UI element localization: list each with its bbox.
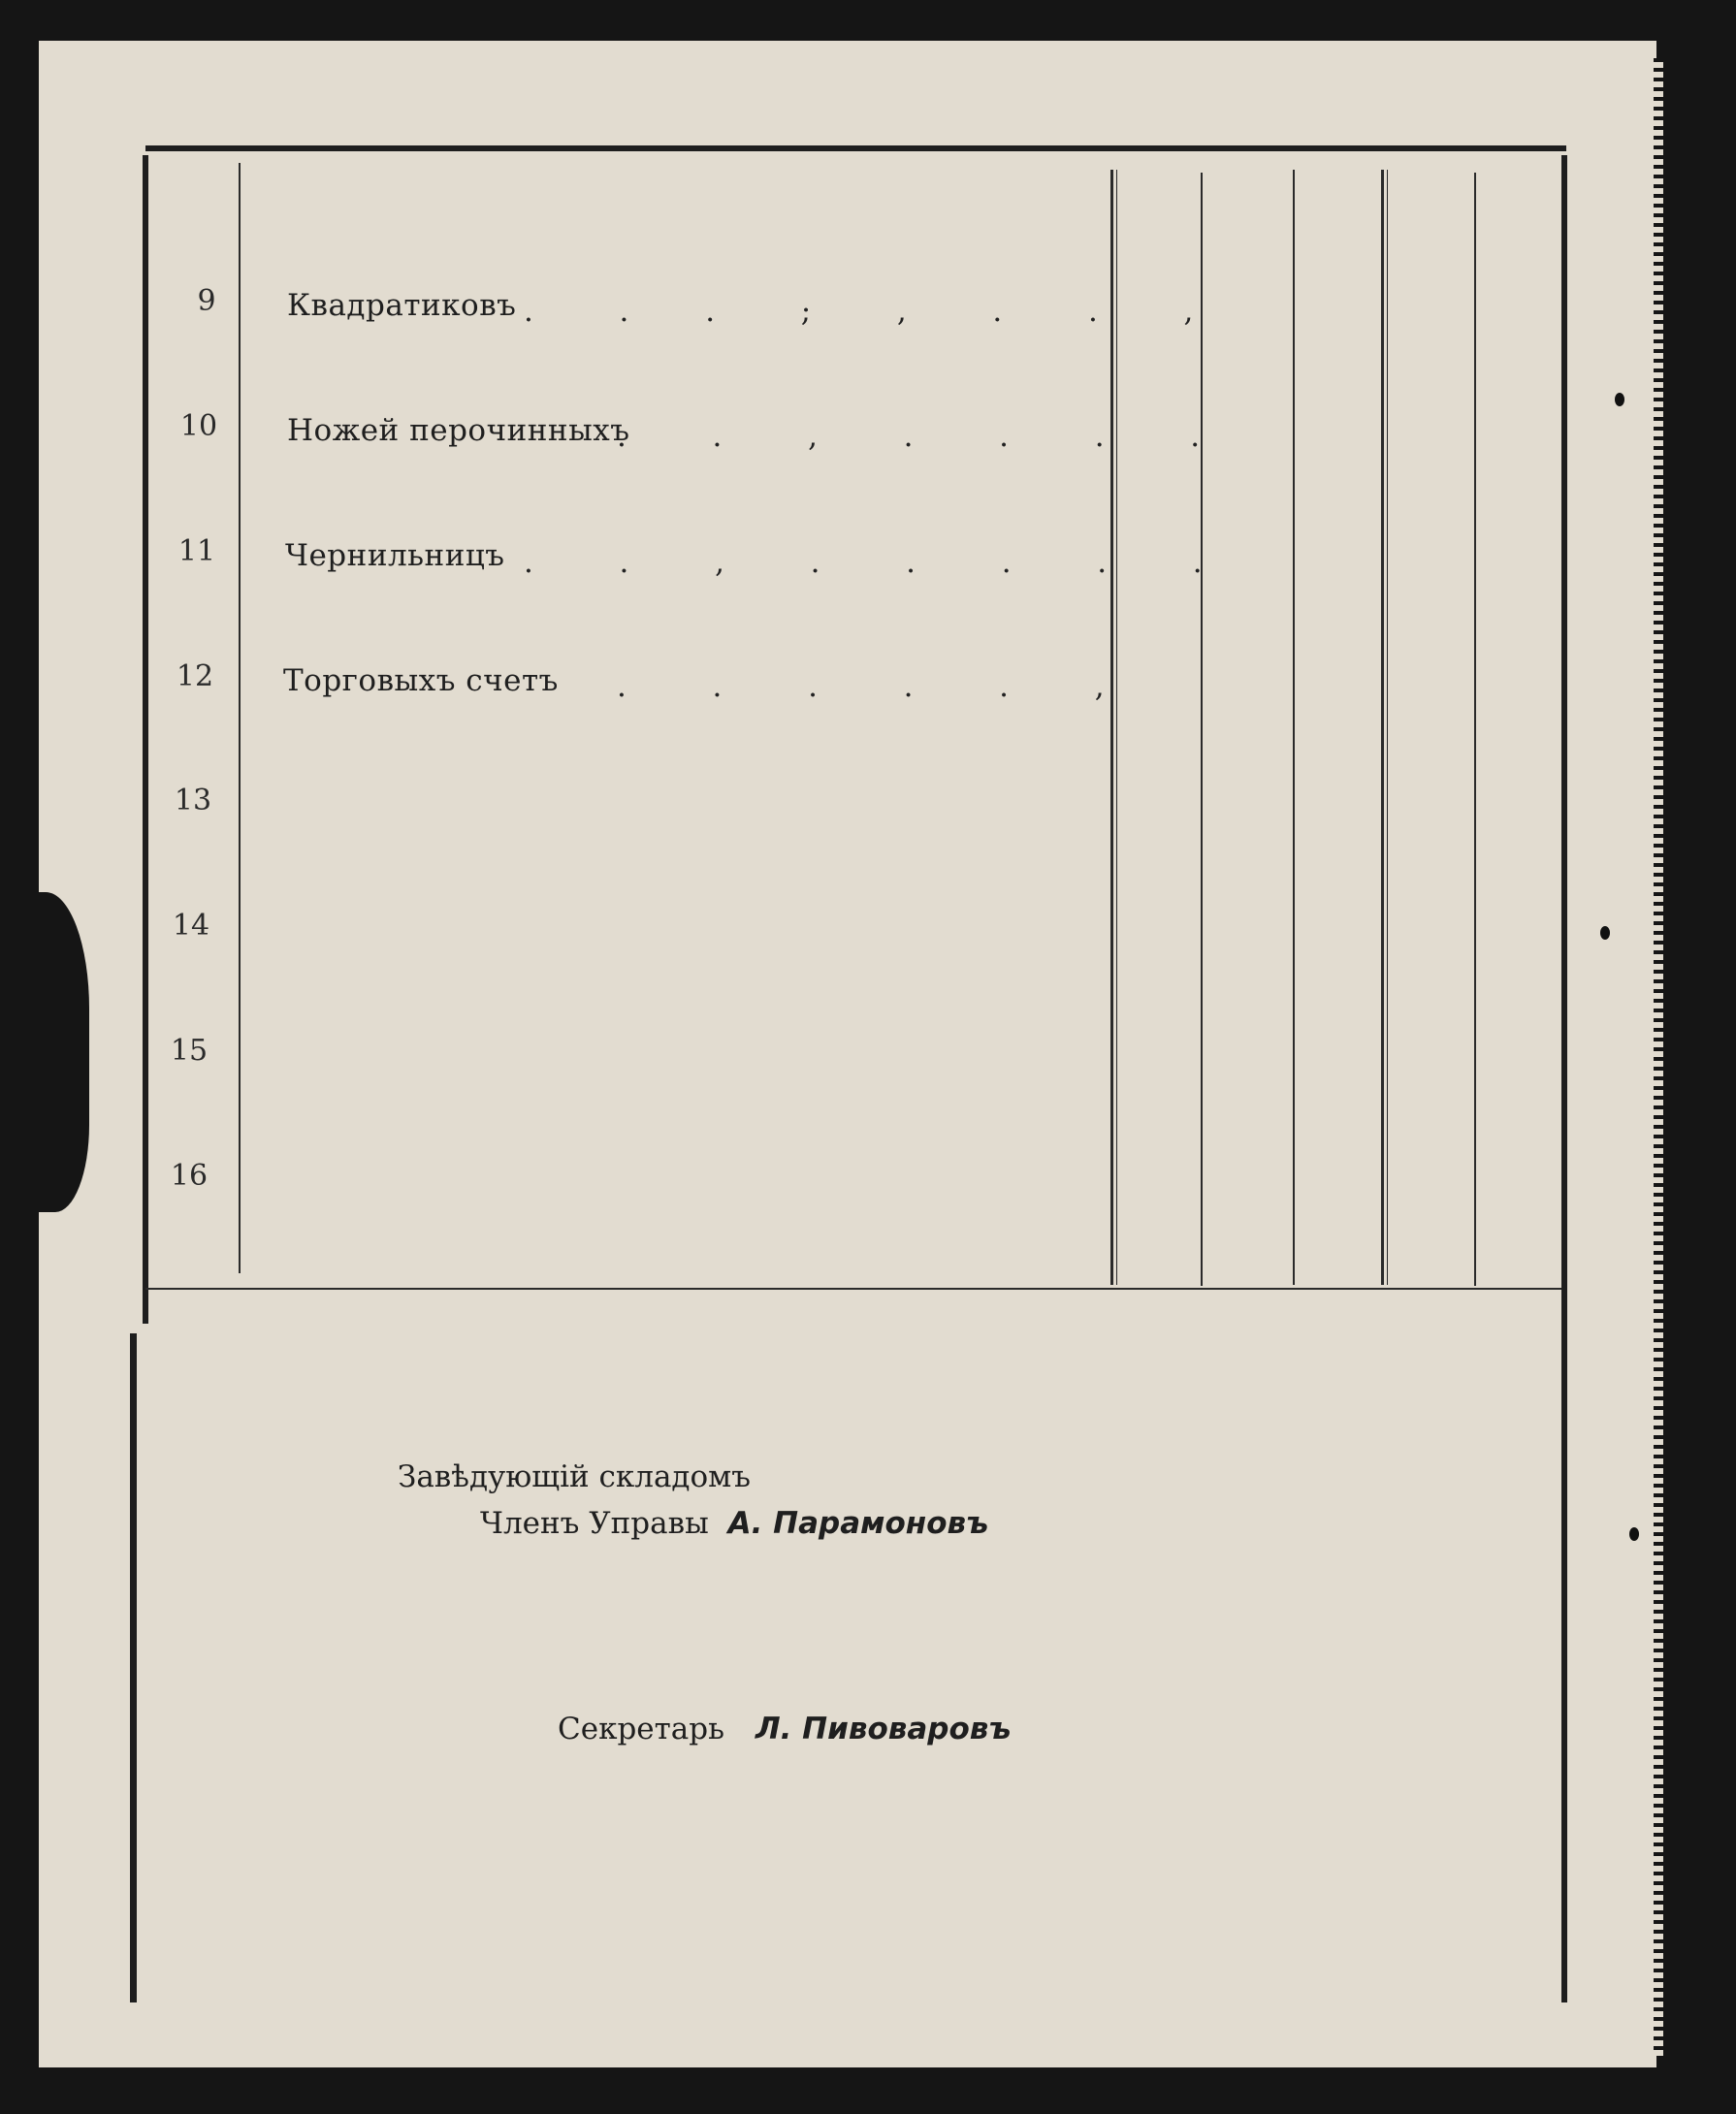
row-label: Чернильницъ xyxy=(285,538,505,573)
table-bottom-rule xyxy=(145,1288,1561,1290)
column-rule-1 xyxy=(1110,170,1113,1285)
row-number: 9 xyxy=(197,284,216,318)
board-member-signature xyxy=(480,1506,988,1541)
row-number: 14 xyxy=(172,909,210,943)
binding-hole xyxy=(1615,393,1624,406)
binding-hole xyxy=(1600,926,1610,940)
torn-edge xyxy=(29,892,89,1212)
column-rule-3 xyxy=(1293,170,1295,1285)
row-number: 11 xyxy=(177,534,216,568)
column-rule-4 xyxy=(1381,170,1384,1285)
row-label: Торговыхъ счетъ xyxy=(283,663,559,698)
binding-hole xyxy=(1629,1527,1639,1541)
column-rule-1b xyxy=(1116,170,1117,1285)
frame-left-lower xyxy=(130,1333,137,2002)
row-number: 10 xyxy=(179,409,218,443)
column-rule-5 xyxy=(1474,173,1476,1286)
board-member-title: Членъ Управы xyxy=(480,1506,709,1541)
row-number: 12 xyxy=(176,659,214,693)
frame-top xyxy=(145,145,1566,151)
number-column-rule xyxy=(239,163,241,1273)
row-number: 13 xyxy=(174,784,212,817)
frame-right xyxy=(1561,155,1567,2002)
column-rule-2 xyxy=(1201,173,1203,1286)
column-rule-4b xyxy=(1387,170,1388,1285)
frame-left xyxy=(143,155,148,1324)
row-label: Квадратиковъ xyxy=(287,288,517,323)
warehouse-manager-title: Завѣдующій складомъ xyxy=(398,1459,752,1494)
perforated-edge xyxy=(1654,58,1663,2056)
document-page xyxy=(39,41,1656,2067)
secretary-name: Л. Пивоваровъ xyxy=(755,1712,1012,1746)
leader-dots: . . . . . , xyxy=(617,669,1105,704)
secretary-title: Секретарь xyxy=(558,1712,724,1746)
row-number: 15 xyxy=(170,1034,209,1068)
row-number: 16 xyxy=(170,1159,209,1193)
row-label: Ножей перочинныхъ xyxy=(287,413,630,448)
leader-dots: . . . ; , . . , xyxy=(524,294,1194,329)
board-member-name: А. Парамоновъ xyxy=(727,1506,989,1541)
leader-dots: . . , . . . . . xyxy=(524,545,1203,580)
secretary-signature xyxy=(558,1712,1012,1746)
leader-dots: . . , . . . . xyxy=(617,419,1201,454)
